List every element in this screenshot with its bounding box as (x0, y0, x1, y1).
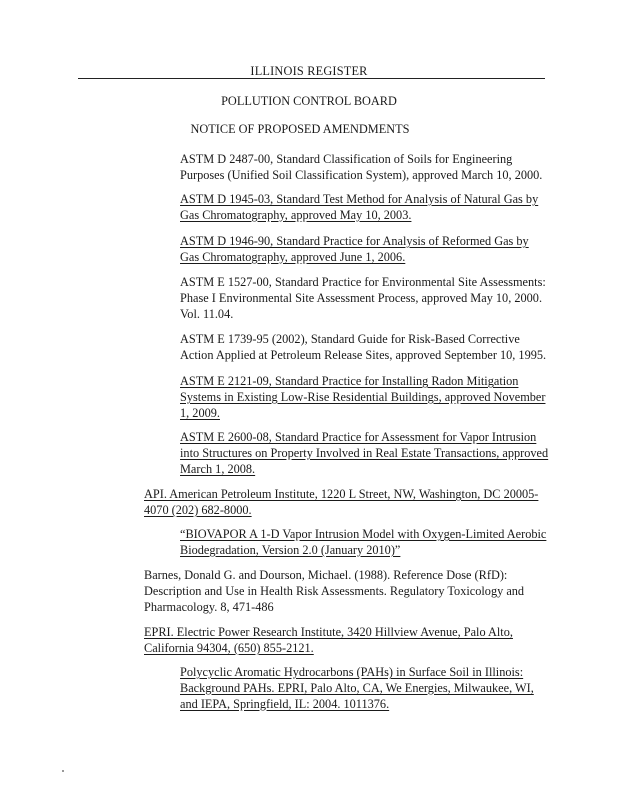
scan-speck (62, 770, 64, 772)
entry-astm-e1527: ASTM E 1527-00, Standard Practice for Environmental Site Assessments: Phase I Environmental Site Assessment Process, approved May 10, 2000. Vol. 11.04. (180, 275, 546, 321)
entry-api: API. American Petroleum Institute, 1220 L Street, NW, Washington, DC 20005-4070 (202) 682-8000. (144, 487, 539, 517)
register-title: ILLINOIS REGISTER (250, 64, 368, 78)
entry-astm-e2121: ASTM E 2121-09, Standard Practice for Installing Radon Mitigation Systems in Existing Low-Rise Residential Buildings, approved November 1, 2009. (180, 374, 546, 420)
entry-astm-e2600: ASTM E 2600-08, Standard Practice for Assessment for Vapor Intrusion into Structures on Property Involved in Real Estate Transactions, approved March 1, 2008. (180, 430, 549, 476)
entry-astm-e1739: ASTM E 1739-95 (2002), Standard Guide for Risk-Based Corrective Action Applied at Petroleum Release Sites, approved September 10, 1995. (180, 332, 547, 362)
entry-astm-d1946: ASTM D 1946-90, Standard Practice for Analysis of Reformed Gas by Gas Chromatography, approved June 1, 2006. (180, 234, 529, 264)
entry-astm-d2487: ASTM D 2487-00, Standard Classification of Soils for Engineering Purposes (Unified Soil Classification System), approved March 10, 2000. (180, 152, 543, 182)
entry-pah-report: Polycyclic Aromatic Hydrocarbons (PAHs) in Surface Soil in Illinois: Background PAHs. EPRI, Palo Alto, CA, We Energies, Milwaukee, WI, and IEPA, Springfield, IL: 2004. 1011376. (180, 665, 534, 711)
notice-heading: NOTICE OF PROPOSED AMENDMENTS (190, 122, 410, 136)
entry-epri: EPRI. Electric Power Research Institute, 3420 Hillview Avenue, Palo Alto, California 94304, (650) 855-2121. (144, 625, 513, 655)
agency-heading: POLLUTION CONTROL BOARD (221, 94, 397, 108)
entry-biovapor: “BIOVAPOR A 1-D Vapor Intrusion Model with Oxygen-Limited Aerobic Biodegradation, Version 2.0 (January 2010)” (180, 527, 547, 557)
entry-barnes-dourson: Barnes, Donald G. and Dourson, Michael. (1988). Reference Dose (RfD): Description and Use in Health Risk Assessments. Regulatory Toxicology and Pharmacology. 8, 471-486 (144, 568, 525, 614)
entry-astm-d1945: ASTM D 1945-03, Standard Test Method for Analysis of Natural Gas by Gas Chromatography, approved May 10, 2003. (180, 192, 539, 222)
